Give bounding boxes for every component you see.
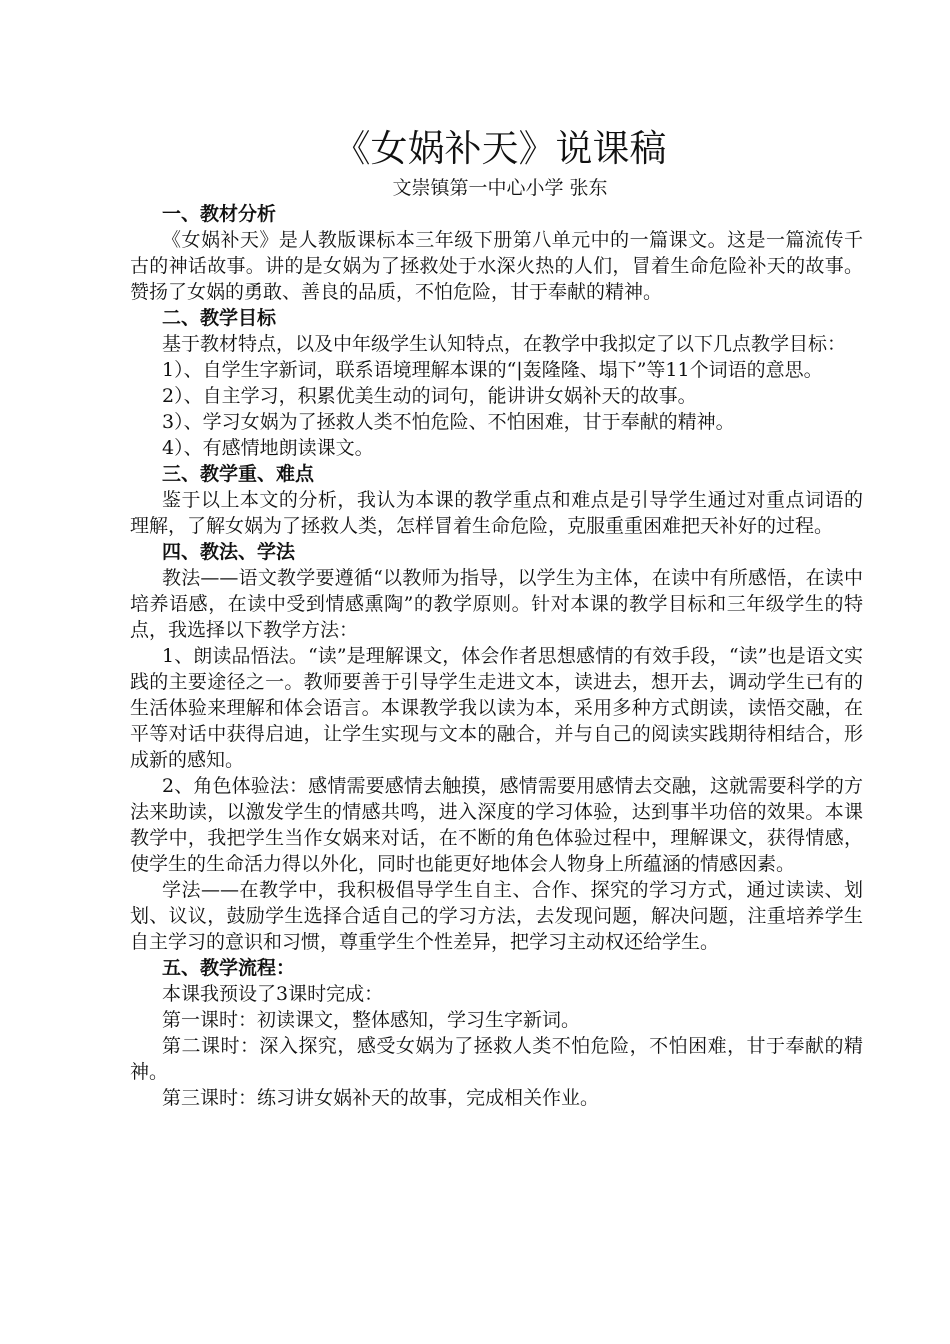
paragraph: 4）、有感情地朗读课文。 <box>162 437 374 459</box>
paragraph: 第一课时：初读课文，整体感知，学习生字新词。 <box>162 1009 581 1031</box>
author-line: 文崇镇第一中心小学 张东 <box>392 177 608 199</box>
paragraph: 1、朗读品悟法。“读”是理解课文，体会作者思想感情的有效手段，“读”也是语文实践的主要途径之一。教师要善于引导学生走进文本，读进去，想开去，调动学生已有的生活体验来理解和体会语言。本课教学我以读为本，采用多种方式朗读，读悟交融，在平等对话中获得启迪，让学生实现与文本的融合，并与自己的阅读实践期待相结合，形成新的感知。 <box>130 645 863 771</box>
paragraph: 教法——语文教学要遵循“以教师为指导，以学生为主体，在读中有所感悟，在读中培养语感，在读中受到情感熏陶”的教学原则。针对本课的教学目标和三年级学生的特点，我选择以下教学方法： <box>130 567 863 641</box>
page-title: 《女娲补天》说课稿 <box>333 127 667 170</box>
paragraph: 鉴于以上本文的分析，我认为本课的教学重点和难点是引导学生通过对重点词语的理解，了解女娲为了拯救人类，怎样冒着生命危险，克服重重困难把天补好的过程。 <box>130 489 863 537</box>
section-heading: 四、教法、学法 <box>162 541 296 563</box>
paragraph: 本课我预设了3课时完成： <box>162 983 384 1005</box>
section-heading: 三、教学重、难点 <box>162 463 315 485</box>
section-heading: 一、教材分析 <box>162 203 277 225</box>
paragraph: 第二课时：深入探究，感受女娲为了拯救人类不怕危险，不怕困难，甘于奉献的精神。 <box>130 1035 863 1083</box>
paragraph: 2、角色体验法：感情需要感情去触摸，感情需要用感情去交融，这就需要科学的方法来助读，以激发学生的情感共鸣，进入深度的学习体验，达到事半功倍的效果。本课教学中，我把学生当作女娲来对话，在不断的角色体验过程中，理解课文，获得情感，使学生的生命活力得以外化，同时也能更好地体会人物身上所蕴涵的情感因素。 <box>130 775 863 875</box>
paragraph: 学法——在教学中，我积极倡导学生自主、合作、探究的学习方式，通过读读、划划、议议，鼓励学生选择合适自己的学习方法，去发现问题，解决问题，注重培养学生自主学习的意识和习惯，尊重学生个性差异，把学习主动权还给学生。 <box>130 879 863 953</box>
document-body <box>130 201 863 1111</box>
paragraph: 1）、自学生字新词，联系语境理解本课的“|轰隆隆、塌下”等11个词语的意思。 <box>162 359 823 381</box>
paragraph: 基于教材特点，以及中年级学生认知特点，在教学中我拟定了以下几点教学目标： <box>162 333 847 355</box>
paragraph: 第三课时：练习讲女娲补天的故事，完成相关作业。 <box>162 1087 600 1109</box>
paragraph: 3）、学习女娲为了拯救人类不怕危险、不怕困难，甘于奉献的精神。 <box>162 411 735 433</box>
section-heading: 二、教学目标 <box>162 307 277 329</box>
paragraph: 2）、自主学习，积累优美生动的词句，能讲讲女娲补天的故事。 <box>162 385 697 407</box>
section-heading: 五、教学流程： <box>162 957 296 979</box>
paragraph: 《女娲补天》是人教版课标本三年级下册第八单元中的一篇课文。这是一篇流传千古的神话故事。讲的是女娲为了拯救处于水深火热的人们，冒着生命危险补天的故事。赞扬了女娲的勇敢、善良的品质，不怕危险，甘于奉献的精神。 <box>130 229 863 303</box>
